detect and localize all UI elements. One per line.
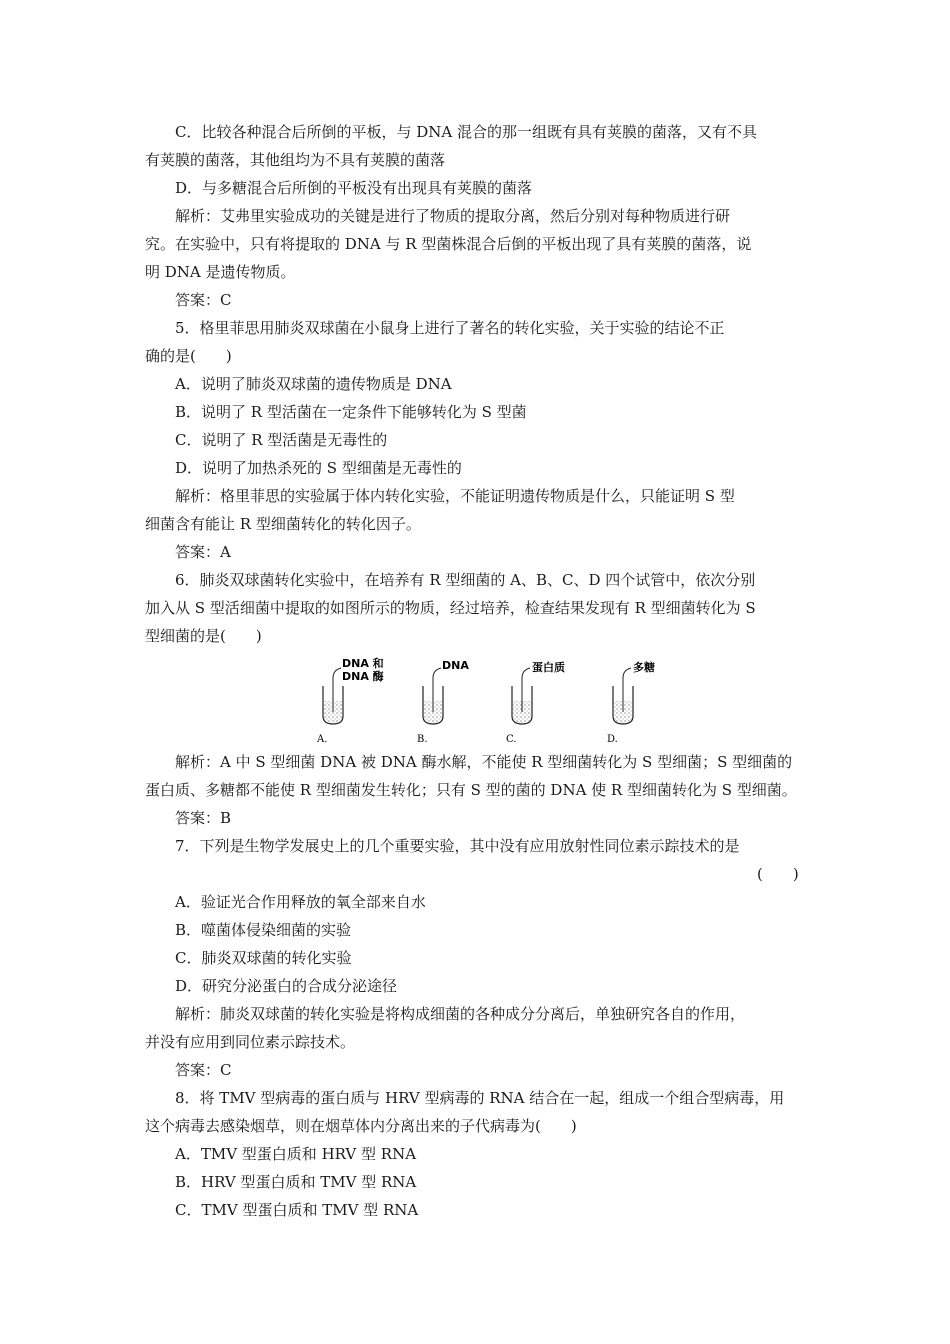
- q5-option-b: B．说明了 R 型活菌在一定条件下能够转化为 S 型菌: [175, 403, 527, 421]
- q4-option-c-line2: 有荚膜的菌落，其他组均为不具有荚膜的菌落: [145, 151, 446, 169]
- q8-option-a: A．TMV 型蛋白质和 HRV 型 RNA: [175, 1145, 417, 1163]
- q5-option-a: A．说明了肺炎双球菌的遗传物质是 DNA: [175, 375, 452, 393]
- q4-answer: 答案：C: [175, 291, 232, 309]
- tube-a-label-line2: DNA 酶: [342, 670, 384, 683]
- q5-explanation-line1: 解析：格里菲思的实验属于体内转化实验，不能证明遗传物质是什么，只能证明 S 型: [175, 487, 735, 505]
- tube-d: [607, 660, 655, 745]
- q6-answer: 答案：B: [175, 809, 232, 827]
- q4-explanation-line3: 明 DNA 是遗传物质。: [145, 263, 296, 281]
- q6-explanation-line1: 解析：A 中 S 型细菌 DNA 被 DNA 酶水解，不能使 R 型细菌转化为 S 型细菌；S 型细菌的: [175, 753, 793, 771]
- q7-option-d: D．研究分泌蛋白的合成分泌途径: [175, 977, 398, 995]
- q5-option-d: D．说明了加热杀死的 S 型细菌是无毒性的: [175, 459, 462, 477]
- q7-explanation-line2: 并没有应用到同位素示踪技术。: [145, 1033, 356, 1051]
- tube-a-caption: A.: [317, 734, 328, 745]
- q4-option-c-line1: C．比较各种混合后所倒的平板，与 DNA 混合的那一组既有具有荚膜的菌落，又有不具: [175, 123, 758, 141]
- q7-stem-line1: 7．下列是生物学发展史上的几个重要实验，其中没有应用放射性同位素示踪技术的是: [175, 837, 740, 855]
- q8-stem-line1: 8．将 TMV 型病毒的蛋白质与 HRV 型病毒的 RNA 结合在一起，组成一个组合型病毒，用: [175, 1089, 785, 1107]
- q4-explanation-line1: 解析：艾弗里实验成功的关键是进行了物质的提取分离，然后分别对每种物质进行研: [175, 207, 731, 225]
- q5-stem-line1: 5．格里菲思用肺炎双球菌在小鼠身上进行了著名的转化实验，关于实验的结论不正: [175, 319, 725, 337]
- q7-answer: 答案：C: [175, 1061, 232, 1079]
- q6-stem-line1: 6．肺炎双球菌转化实验中，在培养有 R 型细菌的 A、B、C、D 四个试管中，依次分别: [175, 571, 756, 589]
- q5-option-c: C．说明了 R 型活菌是无毒性的: [175, 431, 388, 449]
- q6-explanation-line2: 蛋白质、多糖都不能使 R 型细菌发生转化；只有 S 型的菌的 DNA 使 R 型细菌转化为 S 型细菌。: [145, 781, 797, 799]
- q7-option-b: B．噬菌体侵染细菌的实验: [175, 921, 352, 939]
- q8-option-c: C．TMV 型蛋白质和 TMV 型 RNA: [175, 1201, 419, 1219]
- q4-option-d: D．与多糖混合后所倒的平板没有出现具有荚膜的菌落: [175, 179, 533, 197]
- tube-b-label: DNA: [442, 659, 469, 672]
- q8-option-b: B．HRV 型蛋白质和 TMV 型 RNA: [175, 1173, 417, 1191]
- tube-b: [417, 659, 469, 745]
- q7-explanation-line1: 解析：肺炎双球菌的转化实验是将构成细菌的各种成分分离后，单独研究各自的作用，: [175, 1005, 746, 1023]
- q7-option-c: C．肺炎双球菌的转化实验: [175, 949, 352, 967]
- tube-d-label: 多糖: [633, 661, 655, 674]
- tube-a: [316, 656, 384, 745]
- tube-b-caption: B.: [417, 734, 428, 745]
- tube-c-label: 蛋白质: [532, 661, 565, 674]
- test-tube-figure: [300, 656, 670, 748]
- q5-explanation-line2: 细菌含有能让 R 型细菌转化的转化因子。: [145, 515, 421, 533]
- q7-option-a: A．验证光合作用释放的氧全部来自水: [175, 893, 426, 911]
- tube-c-caption: C.: [506, 734, 517, 745]
- tube-a-label-line1: DNA 和: [342, 657, 384, 670]
- q5-answer: 答案：A: [175, 543, 231, 561]
- q6-stem-line2: 加入从 S 型活细菌中提取的如图所示的物质，经过培养，检查结果发现有 R 型细菌转化为 S: [145, 599, 756, 617]
- q5-stem-line2: 确的是( ): [145, 347, 232, 365]
- q8-stem-line2: 这个病毒去感染烟草，则在烟草体内分离出来的子代病毒为( ): [145, 1117, 577, 1135]
- q7-answer-blank: ( ): [757, 865, 799, 883]
- tube-d-caption: D.: [607, 734, 618, 745]
- q4-explanation-line2: 究。在实验中，只有将提取的 DNA 与 R 型菌株混合后倒的平板出现了具有荚膜的菌落，说: [145, 235, 752, 253]
- tube-c: [506, 660, 565, 745]
- q6-stem-line3: 型细菌的是( ): [145, 627, 262, 645]
